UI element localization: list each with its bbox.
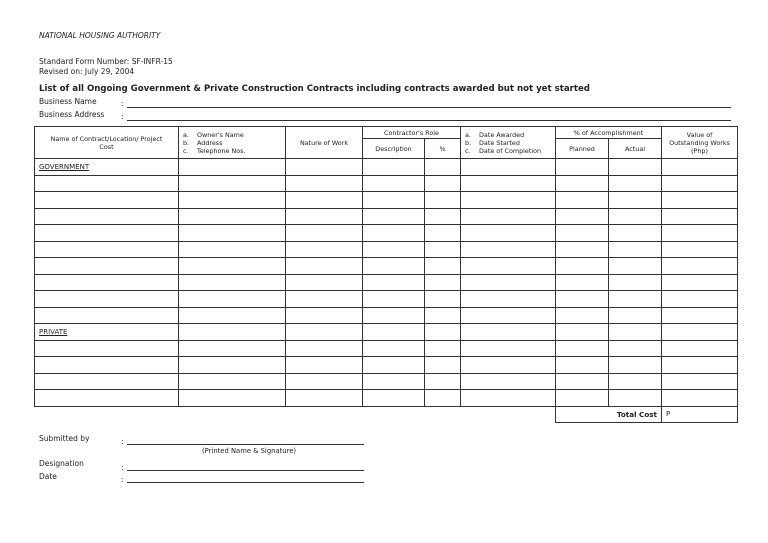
table-cell[interactable] [556, 192, 609, 209]
table-cell[interactable] [286, 357, 363, 374]
table-cell[interactable] [662, 175, 738, 192]
table-cell[interactable] [363, 340, 425, 357]
table-cell[interactable] [556, 225, 609, 242]
designation-colon: : [121, 463, 124, 472]
table-cell[interactable] [556, 390, 609, 407]
table-cell[interactable] [556, 258, 609, 275]
section-government-label: GOVERNMENT [35, 159, 179, 176]
table-cell[interactable] [556, 307, 609, 324]
table-cell[interactable] [662, 225, 738, 242]
table-cell[interactable] [609, 192, 662, 209]
table-cell[interactable] [609, 274, 662, 291]
table-cell[interactable] [662, 307, 738, 324]
table-cell[interactable] [461, 274, 556, 291]
table-cell[interactable] [35, 225, 179, 242]
table-cell[interactable] [363, 390, 425, 407]
table-cell[interactable] [461, 175, 556, 192]
table-cell[interactable] [556, 373, 609, 390]
table-cell[interactable] [179, 225, 286, 242]
table-cell[interactable] [35, 208, 179, 225]
table-cell[interactable] [35, 274, 179, 291]
table-cell[interactable] [425, 241, 461, 258]
table-cell[interactable] [609, 357, 662, 374]
table-cell[interactable] [556, 274, 609, 291]
table-cell[interactable] [461, 258, 556, 275]
table-cell[interactable] [609, 307, 662, 324]
submitted-by-colon: : [121, 437, 124, 446]
table-cell[interactable] [425, 373, 461, 390]
table-cell[interactable] [461, 357, 556, 374]
table-row [35, 291, 738, 308]
header-outstanding-value: Value of Outstanding Works (Php) [662, 127, 738, 159]
table-cell[interactable] [286, 390, 363, 407]
business-address-field[interactable] [127, 120, 731, 121]
date-field[interactable] [127, 482, 364, 483]
form-info [39, 57, 173, 77]
table-cell[interactable] [363, 258, 425, 275]
table-cell[interactable] [556, 357, 609, 374]
form-title: List of all Ongoing Government & Private Construction Contracts including contracts awarded but not yet started [39, 84, 590, 94]
header-contract: Name of Contract/Location/ Project Cost [35, 127, 179, 159]
total-cost-label: Total Cost [556, 406, 662, 422]
table-cell[interactable] [461, 390, 556, 407]
table-cell[interactable] [556, 340, 609, 357]
form-number: Standard Form Number: SF-INFR-15 [39, 57, 173, 66]
table-cell[interactable] [609, 340, 662, 357]
table-cell[interactable] [286, 241, 363, 258]
table-cell[interactable] [179, 208, 286, 225]
table-cell[interactable] [179, 192, 286, 209]
table-cell[interactable] [609, 390, 662, 407]
table-cell[interactable] [662, 291, 738, 308]
table-cell[interactable] [461, 307, 556, 324]
table-cell[interactable] [286, 307, 363, 324]
table-cell[interactable] [35, 175, 179, 192]
table-cell[interactable] [609, 175, 662, 192]
table-row [35, 159, 738, 176]
table-cell[interactable] [179, 291, 286, 308]
table-cell[interactable] [556, 291, 609, 308]
table-cell[interactable] [425, 390, 461, 407]
header-nature-of-work: Nature of Work [286, 127, 363, 159]
table-cell[interactable] [425, 208, 461, 225]
table-cell[interactable] [363, 291, 425, 308]
header-planned: Planned [556, 139, 609, 159]
table-cell[interactable] [609, 241, 662, 258]
table-row [35, 258, 738, 275]
table-cell[interactable] [179, 274, 286, 291]
table-cell[interactable] [609, 373, 662, 390]
designation-field[interactable] [127, 470, 364, 471]
table-cell[interactable] [662, 274, 738, 291]
table-cell[interactable] [179, 258, 286, 275]
business-address-colon: : [121, 112, 124, 121]
table-cell[interactable] [179, 390, 286, 407]
table-cell[interactable] [662, 208, 738, 225]
table-cell[interactable] [461, 225, 556, 242]
table-cell[interactable] [425, 307, 461, 324]
table-cell[interactable] [662, 390, 738, 407]
business-address-label: Business Address [39, 110, 105, 119]
table-cell[interactable] [461, 192, 556, 209]
table-cell[interactable] [609, 291, 662, 308]
table-row [35, 373, 738, 390]
table-cell[interactable] [35, 390, 179, 407]
contracts-table [34, 126, 738, 423]
table-cell[interactable] [461, 241, 556, 258]
table-cell[interactable] [179, 241, 286, 258]
table-cell[interactable] [609, 225, 662, 242]
header-percent: % [425, 139, 461, 159]
total-row [35, 406, 738, 422]
business-name-label: Business Name [39, 97, 97, 106]
table-cell[interactable] [662, 192, 738, 209]
table-row [35, 357, 738, 374]
table-cell[interactable] [286, 192, 363, 209]
table-cell[interactable] [609, 208, 662, 225]
table-cell[interactable] [556, 175, 609, 192]
agency-name: NATIONAL HOUSING AUTHORITY [39, 31, 161, 40]
table-cell[interactable] [179, 373, 286, 390]
table-cell[interactable] [35, 241, 179, 258]
header-dates: a. Date Awarded b. Date Started c. Date of Completion [461, 127, 556, 159]
designation-label: Designation [39, 459, 84, 468]
table-cell[interactable] [425, 192, 461, 209]
table-cell[interactable] [556, 208, 609, 225]
submitted-by-field[interactable] [127, 444, 364, 445]
date-colon: : [121, 475, 124, 484]
printed-name-caption: (Printed Name & Signature) [202, 447, 297, 455]
table-cell[interactable] [425, 258, 461, 275]
private-rows [35, 324, 738, 407]
table-cell[interactable] [179, 175, 286, 192]
table-cell[interactable] [662, 258, 738, 275]
section-private-label: PRIVATE [35, 324, 179, 341]
table-cell[interactable] [425, 274, 461, 291]
table-row [35, 175, 738, 192]
total-cost-field[interactable]: P [662, 406, 738, 422]
date-label: Date [39, 472, 57, 481]
table-cell[interactable] [286, 340, 363, 357]
table-row [35, 390, 738, 407]
table-cell[interactable] [363, 175, 425, 192]
table-row [35, 241, 738, 258]
table-row [35, 340, 738, 357]
table-cell[interactable] [363, 241, 425, 258]
table-cell[interactable] [286, 373, 363, 390]
table-cell[interactable] [286, 274, 363, 291]
table-cell[interactable] [286, 291, 363, 308]
table-cell[interactable] [35, 192, 179, 209]
table-cell[interactable] [35, 340, 179, 357]
table-cell[interactable] [363, 357, 425, 374]
table-cell[interactable] [363, 307, 425, 324]
table-cell[interactable] [425, 340, 461, 357]
header-actual: Actual [609, 139, 662, 159]
table-row [35, 192, 738, 209]
table-cell[interactable] [662, 357, 738, 374]
table-row [35, 225, 738, 242]
table-cell[interactable] [35, 373, 179, 390]
table-cell[interactable] [425, 175, 461, 192]
header-description: Description [363, 139, 425, 159]
header-accomplishment: % of Accomplishment [556, 127, 662, 139]
table-cell[interactable] [363, 373, 425, 390]
table-cell[interactable] [35, 307, 179, 324]
header-owner: a. Owner's Name b. Address c. Telephone Nos. [179, 127, 286, 159]
table-cell[interactable] [461, 373, 556, 390]
business-name-field[interactable] [127, 107, 731, 108]
submitted-by-label: Submitted by [39, 434, 90, 443]
table-cell[interactable] [662, 340, 738, 357]
table-cell[interactable] [425, 291, 461, 308]
government-rows [35, 159, 738, 324]
table-cell[interactable] [662, 241, 738, 258]
table-cell[interactable] [179, 357, 286, 374]
table-cell[interactable] [363, 192, 425, 209]
table-cell[interactable] [461, 208, 556, 225]
table-cell[interactable] [179, 340, 286, 357]
table-row [35, 274, 738, 291]
table-cell[interactable] [35, 357, 179, 374]
table-row [35, 324, 738, 341]
table-cell[interactable] [286, 225, 363, 242]
table-cell[interactable] [425, 357, 461, 374]
table-cell[interactable] [286, 208, 363, 225]
table-row [35, 307, 738, 324]
table-cell[interactable] [461, 291, 556, 308]
table-cell[interactable] [556, 241, 609, 258]
business-name-colon: : [121, 99, 124, 108]
table-cell[interactable] [609, 258, 662, 275]
table-cell[interactable] [286, 175, 363, 192]
table-cell[interactable] [363, 208, 425, 225]
table-cell[interactable] [35, 258, 179, 275]
revision-date: Revised on: July 29, 2004 [39, 67, 135, 76]
header-contractor-role: Contractor's Role [363, 127, 461, 139]
table-cell[interactable] [425, 225, 461, 242]
table-cell[interactable] [179, 307, 286, 324]
table-cell[interactable] [35, 291, 179, 308]
table-cell[interactable] [286, 258, 363, 275]
table-cell[interactable] [461, 340, 556, 357]
table-cell[interactable] [363, 274, 425, 291]
table-cell[interactable] [662, 373, 738, 390]
table-row [35, 208, 738, 225]
table-cell[interactable] [363, 225, 425, 242]
